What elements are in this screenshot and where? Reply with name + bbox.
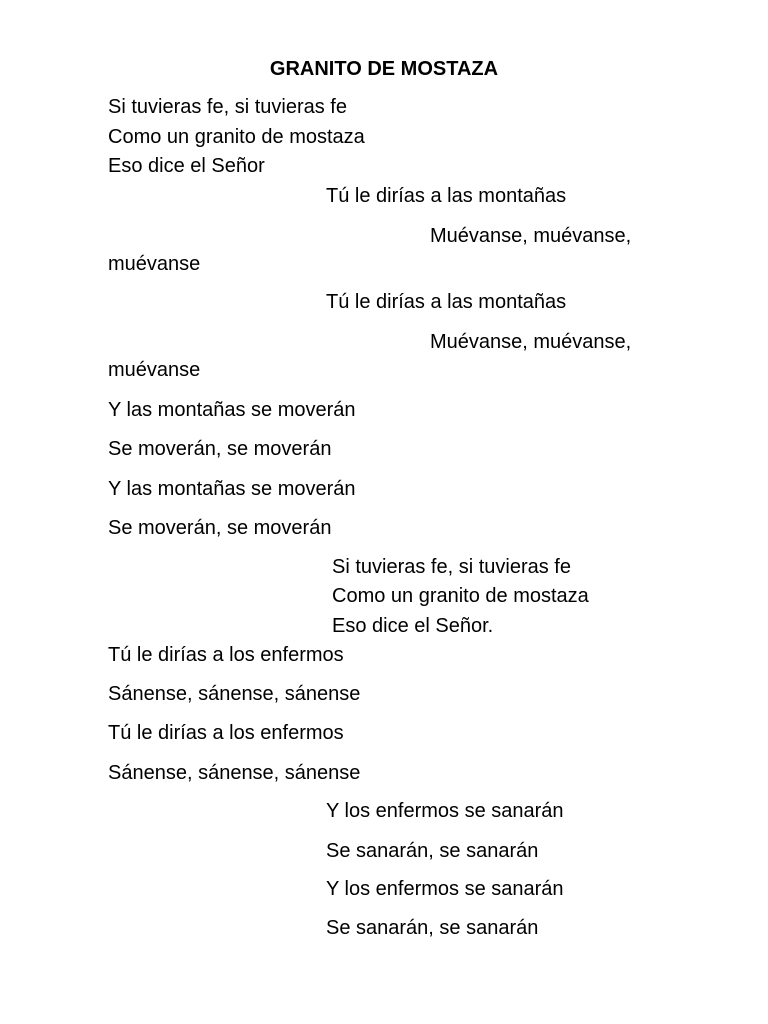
lyric-line: Si tuvieras fe, si tuvieras fe [332,556,571,578]
lyric-line: Muévanse, muévanse, [430,225,632,247]
lyric-line: Tú le dirías a los enfermos [108,722,344,744]
lyric-line: Eso dice el Señor. [332,615,494,637]
lyric-line: Y las montañas se moverán [108,399,356,421]
lyric-line: Sánense, sánense, sánense [108,762,361,784]
lyric-line: Se moverán, se moverán [108,517,332,539]
lyric-line: Muévanse, muévanse, [430,331,632,353]
lyric-line: Como un granito de mostaza [108,126,365,148]
lyric-line: Tú le dirías a las montañas [326,291,567,313]
lyric-line: muévanse [108,253,201,275]
lyric-line: Eso dice el Señor [108,155,265,177]
lyric-line: Se moverán, se moverán [108,438,332,460]
lyric-line: Y los enfermos se sanarán [326,800,564,822]
lyric-line: Si tuvieras fe, si tuvieras fe [108,96,347,118]
lyric-line: Tú le dirías a las montañas [326,185,567,207]
lyric-line: Y las montañas se moverán [108,478,356,500]
lyric-line: Y los enfermos se sanarán [326,878,564,900]
lyric-line: muévanse [108,359,201,381]
song-title: GRANITO DE MOSTAZA [269,58,499,80]
lyric-line: Tú le dirías a los enfermos [108,644,344,666]
lyric-line: Se sanarán, se sanarán [326,840,539,862]
lyric-line: Se sanarán, se sanarán [326,917,539,939]
lyric-line: Como un granito de mostaza [332,585,589,607]
lyric-line: Sánense, sánense, sánense [108,683,361,705]
